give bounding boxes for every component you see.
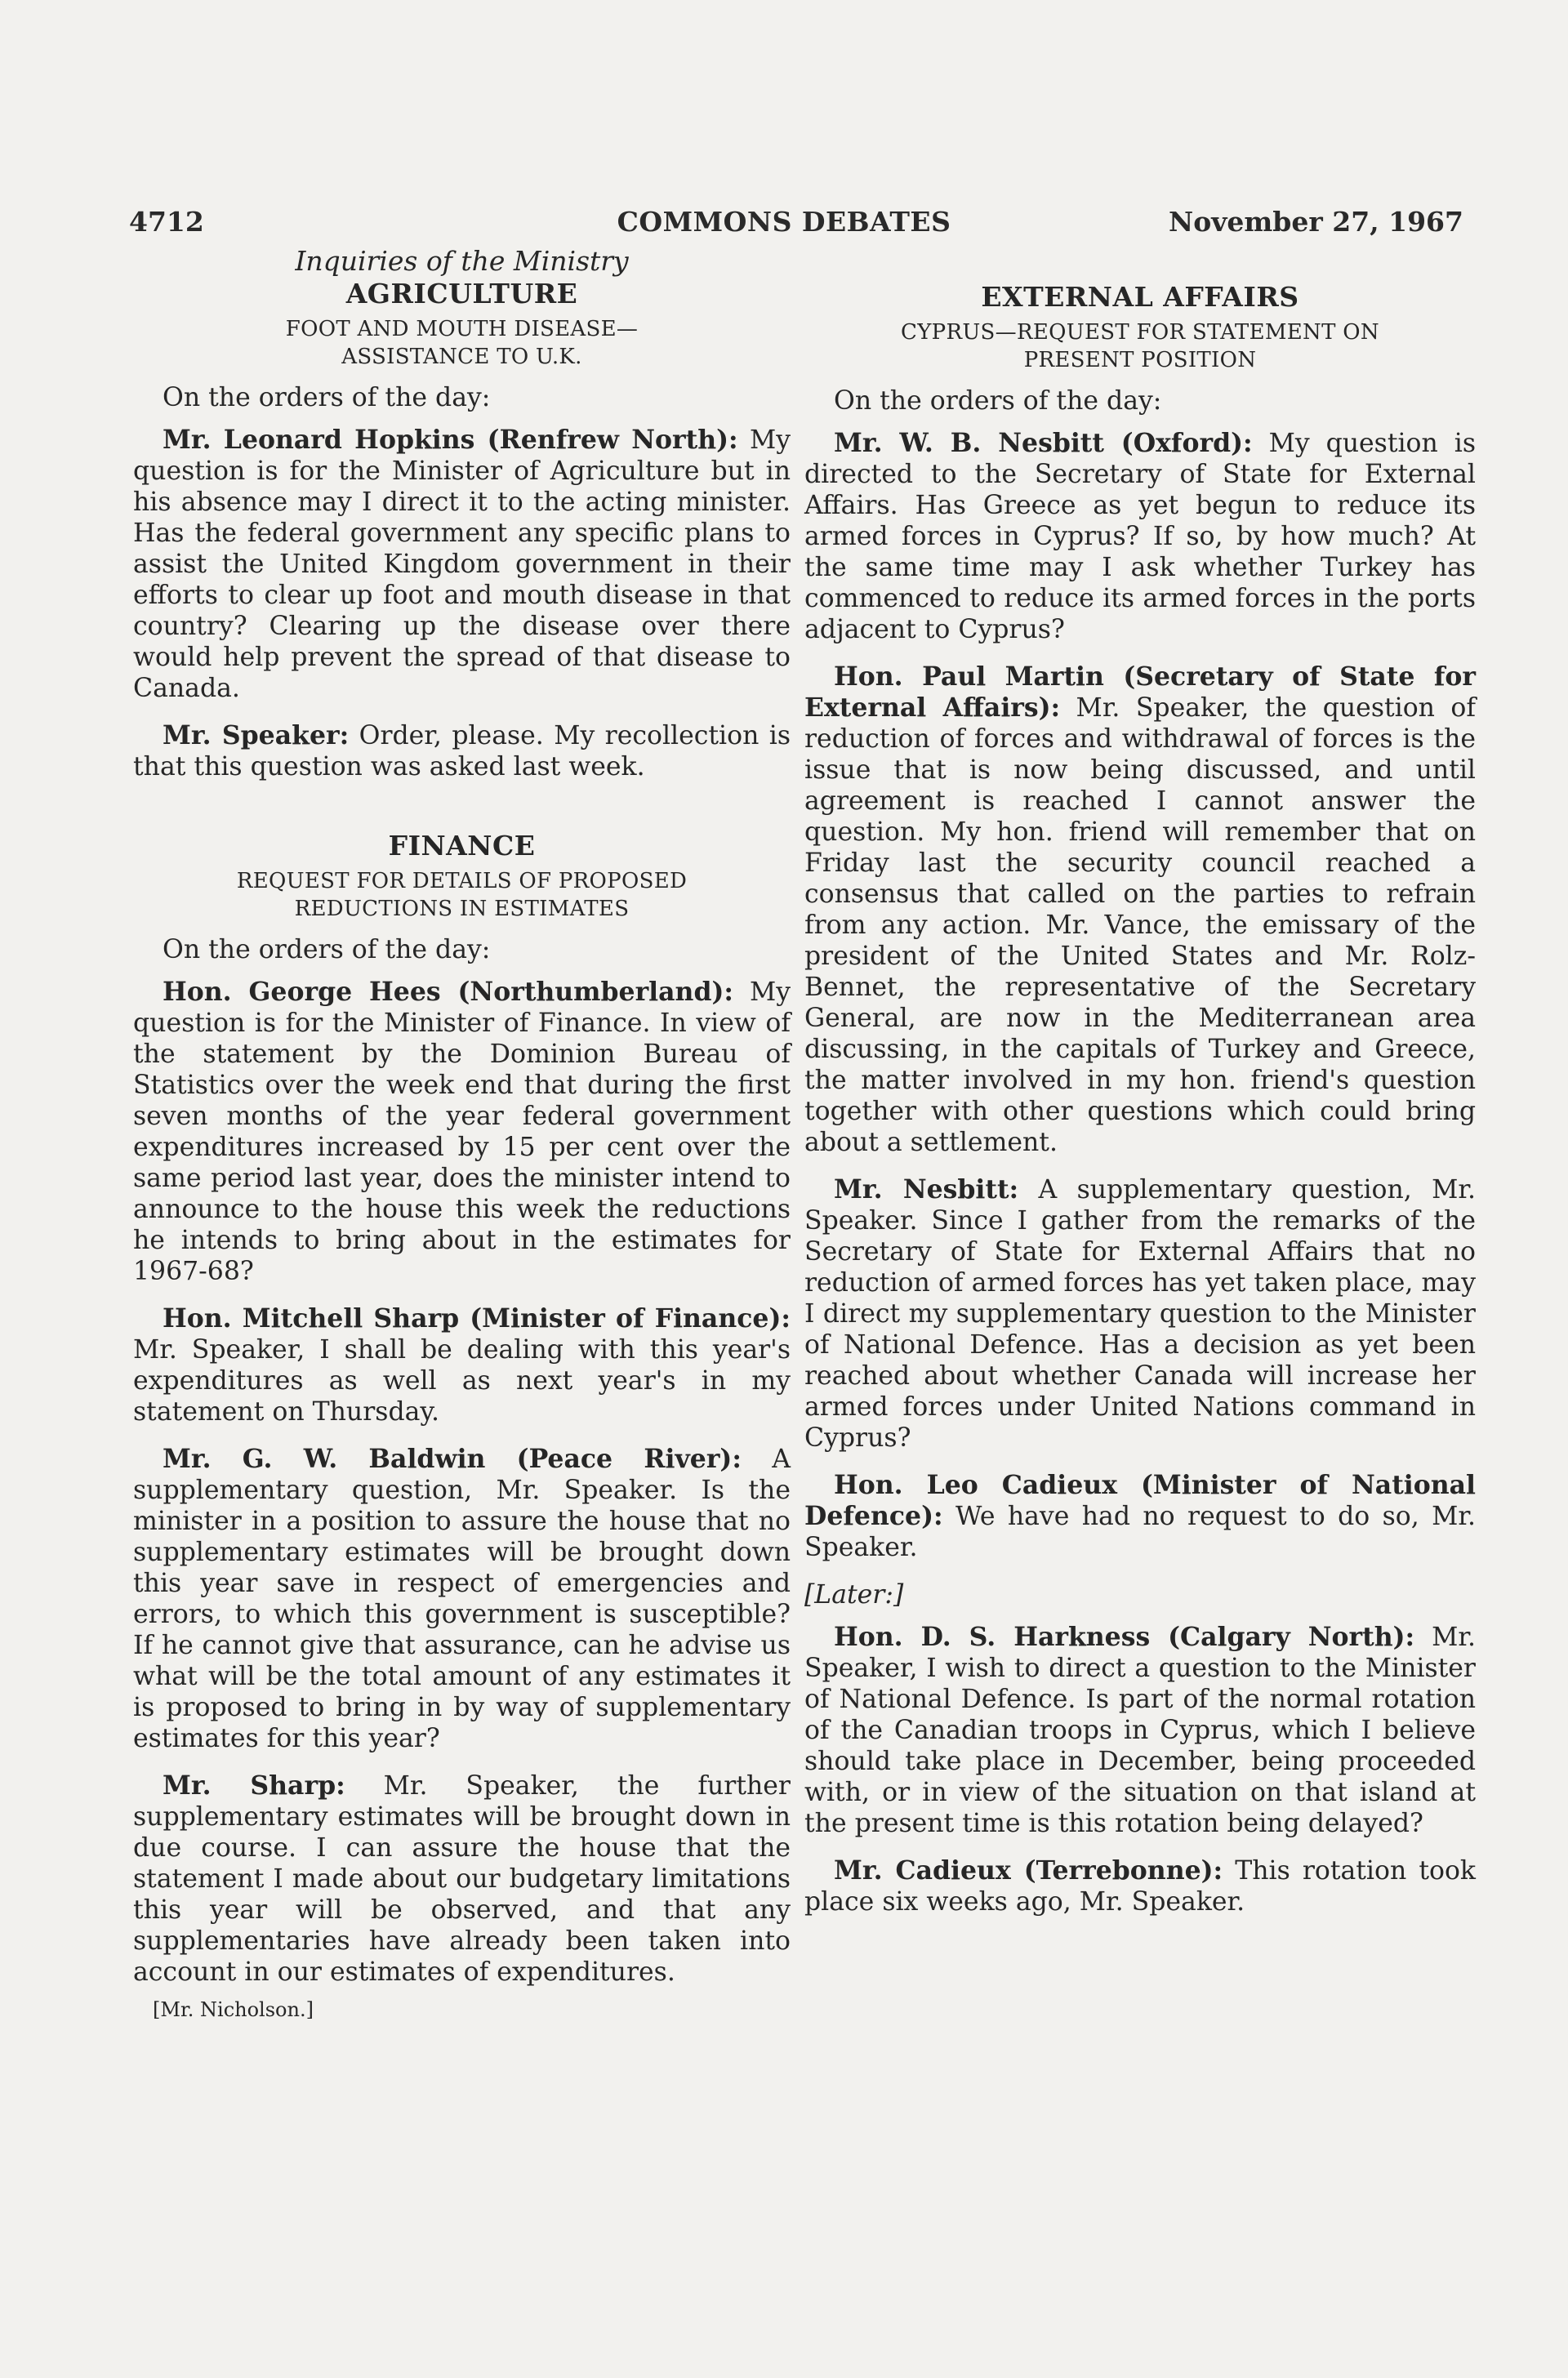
later-marker: [Later:] <box>804 1580 904 1610</box>
heading-agriculture: AGRICULTURE <box>345 278 578 309</box>
heading-external-affairs: EXTERNAL AFFAIRS <box>981 281 1299 313</box>
publication-title: COMMONS DEBATES <box>617 206 951 238</box>
speech-speaker <box>133 720 791 782</box>
speech-text: Mr. Speaker, I shall be dealing with this year's expenditures as well as next year's in my statement on Thursday. <box>133 1335 791 1427</box>
speaker-name: Mr. Nesbitt: <box>834 1174 1019 1205</box>
running-header <box>0 206 1568 247</box>
speech-cadieux-reply <box>804 1855 1476 1917</box>
speech-cadieux <box>804 1470 1476 1563</box>
subheading-reductions <box>133 867 791 923</box>
orders-of-the-day: On the orders of the day: <box>163 383 491 412</box>
speech-text: Mr. Speaker, I wish to direct a question to the Minister of National Defence. Is part of the normal rotation of the Canadian troops in Cyprus, which I believe should take place in December, being proceeded with, or in view of the situation on that island at the present time is this rotation being delayed? <box>804 1623 1476 1838</box>
heading-finance: FINANCE <box>388 830 536 862</box>
left-column <box>133 245 791 2024</box>
speaker-name: Mr. Leonard Hopkins (Renfrew North): <box>163 425 738 455</box>
speech-sharp <box>133 1303 791 1427</box>
speech-text: We have had no request to do so, Mr. Speaker. <box>804 1502 1476 1562</box>
speech-sharp-reply <box>133 1770 791 1988</box>
subheading-line: FOOT AND MOUTH DISEASE— <box>285 317 639 341</box>
speech-nesbitt <box>804 428 1476 645</box>
speech-baldwin <box>133 1444 791 1754</box>
speaker-name: Mr. W. B. Nesbitt (Oxford): <box>834 428 1253 458</box>
speaker-name: Hon. George Hees (Northumberland): <box>163 977 733 1007</box>
subheading-cyprus <box>804 318 1476 374</box>
subheading-foot-and-mouth <box>133 315 791 371</box>
footer-note: [Mr. Nicholson.] <box>153 1998 314 2021</box>
publication-date: November 27, 1967 <box>1169 206 1463 238</box>
section-subhead: Inquiries of the Ministry <box>295 245 629 277</box>
speech-hees <box>133 977 791 1287</box>
page-number: 4712 <box>129 206 204 238</box>
subheading-line: ASSISTANCE TO U.K. <box>341 345 582 369</box>
speaker-name: Hon. Paul Martin (Secretary of State for External Affairs): <box>804 661 1476 723</box>
speech-text: My question is directed to the Secretary of State for External Affairs. Has Greece as yet begun to reduce its armed forces in Cyprus? If so, by how much? At the same time may I ask whether Turkey has commenced to reduce its armed forces in the ports adjacent to Cyprus? <box>804 429 1476 644</box>
orders-of-the-day: On the orders of the day: <box>163 935 491 964</box>
speech-text: A supplementary question, Mr. Speaker. Is the minister in a position to assure the house that no supplementary estimates will be brought down this year save in respect of emergencies and errors, to which this government is susceptible? If he cannot give that assurance, can he advise us what will be the total amount of any estimates it is proposed to bring in by way of supplementary estimates for this year? <box>133 1445 791 1753</box>
speech-text: Mr. Speaker, the question of reduction of forces and withdrawal of forces is the issue that is now being discussed, and until agreement is reached I cannot answer the question. My hon. friend will remember that on Friday last the security council reached a consensus that called on the parties to refrain from any action. Mr. Vance, the emissary of the president of the United States and Mr. Rolz-Bennet, the representative of the Secretary General, are now in the Mediterranean area discussing, in the capitals of Turkey and Greece, the matter involved in my hon. friend's question together with other questions which could bring about a settlement. <box>804 693 1476 1157</box>
speech-text: A supplementary question, Mr. Speaker. Since I gather from the remarks of the Secretary of State for External Affairs that no reduction of armed forces has yet taken place, may I direct my supplementary question to the Minister of National Defence. Has a decision as yet been reached about whether Canada will increase her armed forces under United Nations command in Cyprus? <box>804 1175 1476 1453</box>
speech-text: My question is for the Minister of Finance. In view of the statement by the Dominion Bureau of Statistics over the week end that during the first seven months of the year federal government expenditures increased by 15 per cent over the same period last year, does the minister intend to announce to the house this week the reductions he intends to bring about in the estimates for 1967-68? <box>133 977 791 1286</box>
speech-hopkins <box>133 425 791 704</box>
right-column <box>804 245 1476 1917</box>
speaker-name: Mr. Speaker: <box>163 720 350 750</box>
speaker-name: Hon. Mitchell Sharp (Minister of Finance): <box>163 1303 791 1334</box>
speaker-name: Mr. Cadieux (Terrebonne): <box>834 1855 1223 1886</box>
subheading-line: CYPRUS—REQUEST FOR STATEMENT ON <box>901 320 1379 345</box>
speaker-name: Hon. D. S. Harkness (Calgary North): <box>834 1622 1415 1652</box>
subheading-line: REQUEST FOR DETAILS OF PROPOSED <box>236 869 688 893</box>
subheading-line: PRESENT POSITION <box>1023 348 1257 372</box>
speech-nesbitt-supplementary <box>804 1174 1476 1454</box>
speaker-name: Hon. Leo Cadieux (Minister of National Defence): <box>804 1470 1476 1531</box>
subheading-line: REDUCTIONS IN ESTIMATES <box>294 897 630 921</box>
speech-harkness <box>804 1622 1476 1839</box>
speech-text: My question is for the Minister of Agriculture but in his absence may I direct it to the acting minister. Has the federal government any specific plans to assist the United Kingdom government in their efforts to clear up foot and mouth disease in that country? Clearing up the disease over there would help prevent the spread of that disease to Canada. <box>133 425 791 703</box>
speaker-name: Mr. G. W. Baldwin (Peace River): <box>163 1444 742 1474</box>
speech-text: Order, please. My recollection is that this question was asked last week. <box>133 721 791 782</box>
speech-text: This rotation took place six weeks ago, Mr. Speaker. <box>804 1856 1476 1917</box>
speech-text: Mr. Speaker, the further supplementary estimates will be brought down in due course. I can assure the house that the statement I made about our budgetary limitations this year will be observed, and that any supplementaries have already been taken into account in our estimates of expenditures. <box>133 1771 791 1987</box>
speech-martin <box>804 661 1476 1158</box>
speaker-name: Mr. Sharp: <box>163 1770 345 1801</box>
orders-of-the-day: On the orders of the day: <box>834 386 1162 416</box>
